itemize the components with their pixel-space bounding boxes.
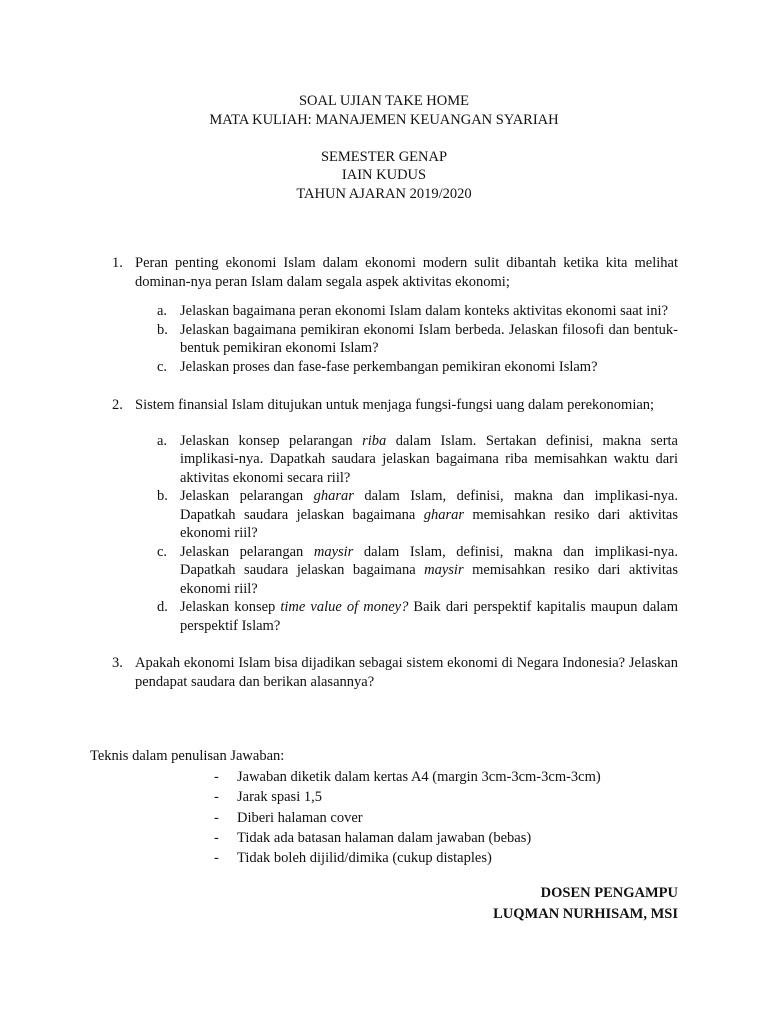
sub-question-text: Jelaskan bagaimana pemikiran ekonomi Islam berbeda. Jelaskan filosofi dan bentuk-bentuk pemikiran ekonomi Islam?	[180, 321, 678, 356]
sub-question-label: d.	[157, 599, 168, 615]
sub-question-label: c.	[157, 543, 168, 560]
italic-term: gharar	[423, 506, 465, 523]
sub-question-1a	[157, 302, 678, 321]
header-institution: IAIN KUDUS	[341, 167, 427, 183]
sub-question-label: c.	[157, 358, 168, 375]
sub-question-label: a.	[157, 303, 168, 319]
sub-question-label: b.	[157, 321, 168, 338]
dash-bullet: -	[214, 809, 219, 826]
list-item-text: Diberi halaman cover	[237, 809, 363, 826]
exam-header	[0, 92, 768, 203]
sub-question-list	[157, 302, 678, 376]
italic-term: riba	[362, 432, 387, 449]
sub-question-text: Jelaskan konsep time value of money? Baik dari perspektif kapitalis maupun dalam perspektif Islam?	[180, 599, 678, 634]
question-number: 3.	[112, 655, 123, 671]
sub-question-label: a.	[157, 432, 168, 449]
sub-question-text: Jelaskan konsep pelarangan riba dalam Islam. Sertakan definisi, makna serta implikasi-nya. Dapatkah saudara jelaskan bagaimana riba memisahkan waktu dari aktivitas ekonomi secara riil?	[180, 432, 678, 486]
dash-bullet: -	[214, 789, 219, 806]
sub-question-list	[157, 432, 678, 636]
question-number: 2.	[112, 397, 123, 413]
sub-question-2d	[157, 598, 678, 635]
sub-question-text: Jelaskan proses dan fase-fase perkembangan pemikiran ekonomi Islam?	[180, 358, 598, 375]
sub-question-2b	[157, 487, 678, 543]
sub-question-2c	[157, 543, 678, 599]
sub-question-1b	[157, 321, 678, 358]
dash-bullet: -	[214, 769, 219, 785]
list-item-text: Jarak spasi 1,5	[237, 789, 322, 806]
signature-block	[493, 884, 678, 926]
signature-name: LUQMAN NURHISAM, MSI	[493, 906, 678, 922]
italic-term: maysir	[313, 543, 354, 560]
header-title: SOAL UJIAN TAKE HOME	[298, 93, 469, 109]
signature-role: DOSEN PENGAMPU	[540, 885, 678, 901]
italic-term: maysir	[424, 562, 464, 578]
sub-question-label: b.	[157, 488, 168, 504]
question-text: Sistem finansial Islam ditujukan untuk menjaga fungsi-fungsi uang dalam perekonomian;	[135, 397, 655, 413]
sub-question-2a	[157, 432, 678, 488]
question-1	[112, 254, 678, 376]
header-academic-year: TAHUN AJARAN 2019/2020	[296, 185, 472, 202]
teknis-title: Teknis dalam penulisan Jawaban:	[90, 748, 285, 764]
sub-question-text: Jelaskan pelarangan gharar dalam Islam, definisi, makna dan implikasi-nya. Dapatkah saudara jelaskan bagaimana gharar memisahkan resiko dari aktivitas ekonomi riil?	[180, 488, 678, 541]
question-3	[112, 654, 678, 691]
sub-question-1c	[157, 358, 678, 377]
sub-question-text: Jelaskan bagaimana peran ekonomi Islam dalam konteks aktivitas ekonomi saat ini?	[180, 303, 669, 319]
question-number: 1.	[112, 255, 123, 271]
question-text: Peran penting ekonomi Islam dalam ekonomi modern sulit dibantah ketika kita melihat dominan-nya peran Islam dalam segala aspek aktivitas ekonomi;	[135, 255, 678, 290]
dash-bullet: -	[214, 829, 219, 846]
header-semester: SEMESTER GENAP	[320, 148, 448, 165]
dash-bullet: -	[214, 850, 219, 867]
list-item-text: Tidak ada batasan halaman dalam jawaban (bebas)	[237, 829, 532, 846]
italic-term: time value of money?	[280, 599, 409, 615]
list-item-text: Tidak boleh dijilid/dimika (cukup distaples)	[237, 850, 492, 867]
question-2	[112, 396, 678, 635]
list-item-text: Jawaban diketik dalam kertas A4 (margin 3cm-3cm-3cm-3cm)	[237, 769, 601, 785]
sub-question-text: Jelaskan pelarangan maysir dalam Islam, definisi, makna dan implikasi-nya. Dapatkah saudara jelaskan bagaimana maysir memisahkan resiko dari aktivitas ekonomi riil?	[180, 543, 678, 597]
italic-term: gharar	[313, 488, 354, 504]
header-course: MATA KULIAH: MANAJEMEN KEUANGAN SYARIAH	[209, 111, 559, 128]
question-text: Apakah ekonomi Islam bisa dijadikan sebagai sistem ekonomi di Negara Indonesia? Jelaskan pendapat saudara dan berikan alasannya?	[135, 655, 678, 690]
